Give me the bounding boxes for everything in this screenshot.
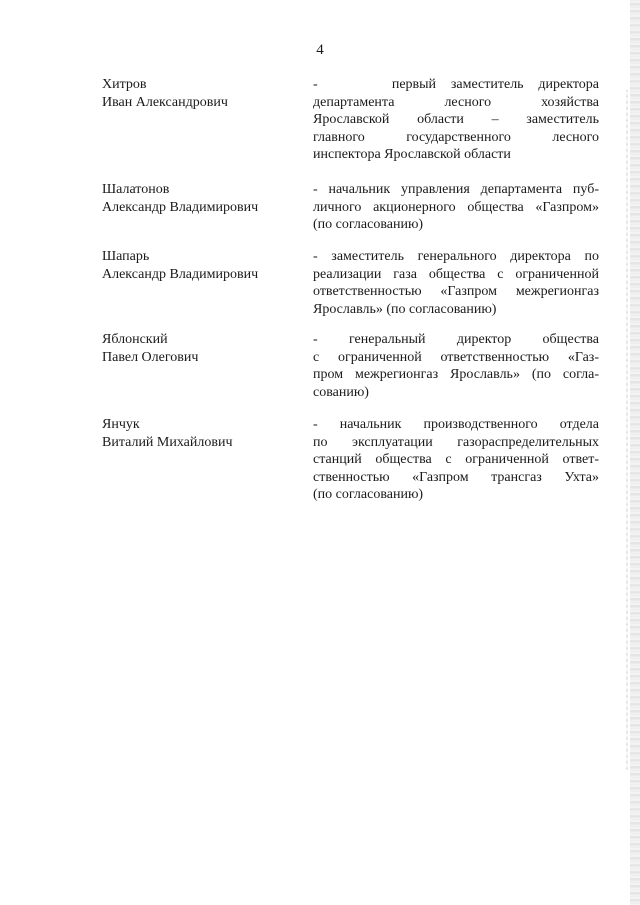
role-line: пром межрегионгаз Ярославль» (по согла- [313,367,599,382]
role-line: инспектора Ярославской области [313,147,511,162]
member-surname: Шалатонов [102,182,170,197]
member-given-name: Александр Владимирович [102,267,259,282]
member-role [313,248,599,318]
member-given-name: Александр Владимирович [102,200,259,215]
role-line: ственностью «Газпром трансгаз Ухта» [313,469,599,485]
role-line: с ограниченной ответственностью «Газ- [313,349,599,365]
role-line: (по согласованию) [313,217,424,232]
member-name [102,76,292,112]
member-given-name: Иван Александрович [102,95,228,110]
member-role [313,416,599,504]
member-surname: Яблонский [102,332,168,347]
role-line: ответственностью «Газпром межрегионгаз [313,284,599,299]
role-line: - первый заместитель директора [313,77,599,92]
member-surname: Шапарь [102,249,150,264]
page-number: 4 [316,42,324,58]
role-line: - начальник управления департамента пуб- [313,182,599,197]
scan-edge-artifact [626,90,628,770]
role-line: станций общества с ограниченной ответ- [313,452,599,467]
role-line: сованию) [313,384,369,400]
member-name [102,416,292,452]
member-role [313,331,599,401]
member-name [102,181,292,217]
role-line: - начальник производственного отдела [313,417,599,432]
role-line: - заместитель генерального директора по [313,249,599,264]
role-line: реализации газа общества с ограниченной [313,266,599,282]
member-name [102,248,292,284]
role-line: личного акционерного общества «Газпром» [313,199,599,215]
member-role [313,181,599,234]
role-line: главного государственного лесного [313,129,599,145]
role-line: (по согласованию) [313,487,424,502]
role-line: Ярославль» (по согласованию) [313,301,497,317]
role-line: - генеральный директор общества [313,332,599,347]
member-surname: Янчук [102,417,140,432]
member-given-name: Виталий Михайлович [102,435,233,450]
member-role [313,76,599,164]
role-line: по эксплуатации газораспределительных [313,434,599,450]
scan-edge-artifact [630,0,640,905]
member-name [102,331,292,367]
role-line: департамента лесного хозяйства [313,94,599,110]
member-surname: Хитров [102,77,147,92]
role-line: Ярославской области – заместитель [313,112,599,127]
member-given-name: Павел Олегович [102,350,199,365]
